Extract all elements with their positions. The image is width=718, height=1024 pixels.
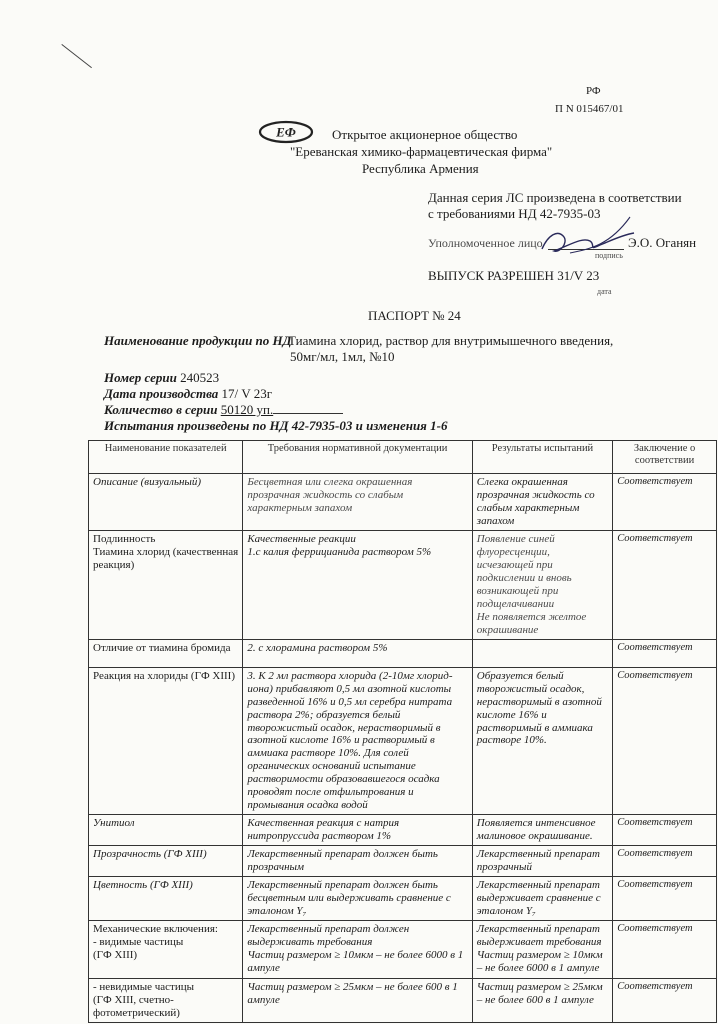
table-row bbox=[89, 921, 717, 979]
authorized-person-name: Э.О. Оганян bbox=[628, 235, 697, 250]
row-name: Отличие от тиамина бромида bbox=[89, 639, 243, 667]
row-requirement: 3. К 2 мл раствора хлорида (2-10мг хлорид-иона) прибавляют 0,5 мл азотной кислоты разведенной 16% и 0,5 мл серебра нитрата раствора 2%; образуется белый творожистый осадок, нерастворимый в азотной кислоте 16% и растворимый в аммиака растворе 10%. Для солей органических оснований испытание растворимости образовавшегося осадка проводят после отфильтрования и промывания осадка водой bbox=[243, 667, 472, 815]
header-requirements: Требования нормативной документации bbox=[243, 441, 472, 474]
row-result: Появление синей флуоресценции, исчезающей при подкислении и вновь возникающей при подщелачивании Не появляется желтое окрашивание bbox=[472, 530, 612, 639]
row-requirement: Лекарственный препарат должен быть бесцветным или выдерживать сравнение с эталоном Y₇ bbox=[243, 877, 472, 921]
table-row bbox=[89, 530, 717, 639]
header-conclusion: Заключение о соответствии bbox=[613, 441, 717, 474]
row-verdict: Соответствует bbox=[613, 815, 717, 846]
table-row bbox=[89, 474, 717, 531]
test-results-table bbox=[88, 440, 717, 1023]
row-name: Цветность (ГФ XIII) bbox=[89, 877, 243, 921]
handwritten-signature bbox=[530, 215, 640, 265]
company-line-1: Открытое акционерное общество bbox=[332, 127, 518, 142]
row-name: Подлинность Тиамина хлорид (качественная реакция) bbox=[89, 530, 243, 639]
row-result bbox=[472, 639, 612, 667]
table-row bbox=[89, 667, 717, 815]
header-indicator: Наименование показателей bbox=[89, 441, 243, 474]
row-result: Лекарственный препарат выдерживает сравнение с эталоном Y₇ bbox=[472, 877, 612, 921]
product-name-label: Наименование продукции по НД bbox=[104, 333, 292, 348]
company-logo bbox=[258, 120, 314, 144]
row-verdict: Соответствует bbox=[613, 667, 717, 815]
row-result: Слегка окрашенная прозрачная жидкость со слабым характерным запахом bbox=[472, 474, 612, 531]
row-requirement: Качественная реакция с натрия нитропруссида раствором 1% bbox=[243, 815, 472, 846]
table-row bbox=[89, 877, 717, 921]
row-result: Образуется белый творожистый осадок, нерастворимый в азотной кислоте 16% и растворимый в аммиака растворе 10%. bbox=[472, 667, 612, 815]
row-requirement: Качественные реакции 1.с калия феррицианида раствором 5% bbox=[243, 530, 472, 639]
date-caption: дата bbox=[597, 287, 612, 296]
row-result: Лекарственный препарат выдерживает требования Частиц размером ≥ 10мкм – не более 6000 в 1 ампуле bbox=[472, 921, 612, 979]
table-row bbox=[89, 815, 717, 846]
row-name: Реакция на хлориды (ГФ XIII) bbox=[89, 667, 243, 815]
scan-artifact-line bbox=[61, 44, 92, 68]
release-line-1: Данная серия ЛС произведена в соответствии bbox=[428, 190, 682, 205]
row-name: Описание (визуальный) bbox=[89, 474, 243, 531]
row-name: Прозрачность (ГФ XIII) bbox=[89, 846, 243, 877]
row-name: - невидимые частицы (ГФ XIII, счетно- фотометрический) bbox=[89, 979, 243, 1023]
row-requirement: 2. с хлорамина раствором 5% bbox=[243, 639, 472, 667]
table-row bbox=[89, 979, 717, 1023]
quantity-row: Количество в серии 50120 уп. bbox=[104, 402, 343, 418]
row-result: Лекарственный препарат прозрачный bbox=[472, 846, 612, 877]
row-verdict: Соответствует bbox=[613, 979, 717, 1023]
table-row bbox=[89, 639, 717, 667]
row-requirement: Лекарственный препарат должен выдерживать требования Частиц размером ≥ 10мкм – не более 6000 в 1 ампуле bbox=[243, 921, 472, 979]
product-name-value-1: Тиамина хлорид, раствор для внутримышечного введения, bbox=[288, 333, 614, 348]
passport-title: ПАСПОРТ № 24 bbox=[368, 308, 461, 323]
header-results: Результаты испытаний bbox=[472, 441, 612, 474]
row-verdict: Соответствует bbox=[613, 639, 717, 667]
row-name: Унитиол bbox=[89, 815, 243, 846]
row-requirement: Лекарственный препарат должен быть прозрачным bbox=[243, 846, 472, 877]
row-requirement: Бесцветная или слегка окрашенная прозрачная жидкость со слабым характерным запахом bbox=[243, 474, 472, 531]
row-result: Появляется интенсивное малиновое окрашивание. bbox=[472, 815, 612, 846]
release-permitted: ВЫПУСК РАЗРЕШЕН 31/V 23 bbox=[428, 268, 600, 283]
release-line-2: с требованиями НД 42-7935-03 bbox=[428, 206, 601, 221]
table-header-row bbox=[89, 441, 717, 474]
row-verdict: Соответствует bbox=[613, 921, 717, 979]
tests-performed-label: Испытания произведены по НД 42-7935-03 и изменения 1-6 bbox=[104, 418, 448, 433]
product-name-value-2: 50мг/мл, 1мл, №10 bbox=[290, 349, 395, 364]
production-date-row: Дата производства 17/ V 23г bbox=[104, 386, 273, 401]
row-name: Механические включения: - видимые частицы (ГФ XIII) bbox=[89, 921, 243, 979]
table-row bbox=[89, 846, 717, 877]
row-verdict: Соответствует bbox=[613, 846, 717, 877]
row-verdict: Соответствует bbox=[613, 530, 717, 639]
row-result: Частиц размером ≥ 25мкм – не более 600 в 1 ампуле bbox=[472, 979, 612, 1023]
row-verdict: Соответствует bbox=[613, 474, 717, 531]
document-number: П N 015467/01 bbox=[555, 103, 624, 115]
authorized-person-label: Уполномоченное лицо bbox=[428, 236, 543, 250]
logo-text: ЕФ bbox=[276, 124, 296, 140]
row-verdict: Соответствует bbox=[613, 877, 717, 921]
row-requirement: Частиц размером ≥ 25мкм – не более 600 в 1 ампуле bbox=[243, 979, 472, 1023]
company-line-2: "Ереванская химико-фармацевтическая фирма" bbox=[290, 144, 553, 159]
company-line-3: Республика Армения bbox=[362, 161, 479, 176]
signature-caption: подпись bbox=[595, 251, 623, 260]
country-code: РФ bbox=[586, 85, 601, 97]
series-row: Номер серии 240523 bbox=[104, 370, 220, 385]
